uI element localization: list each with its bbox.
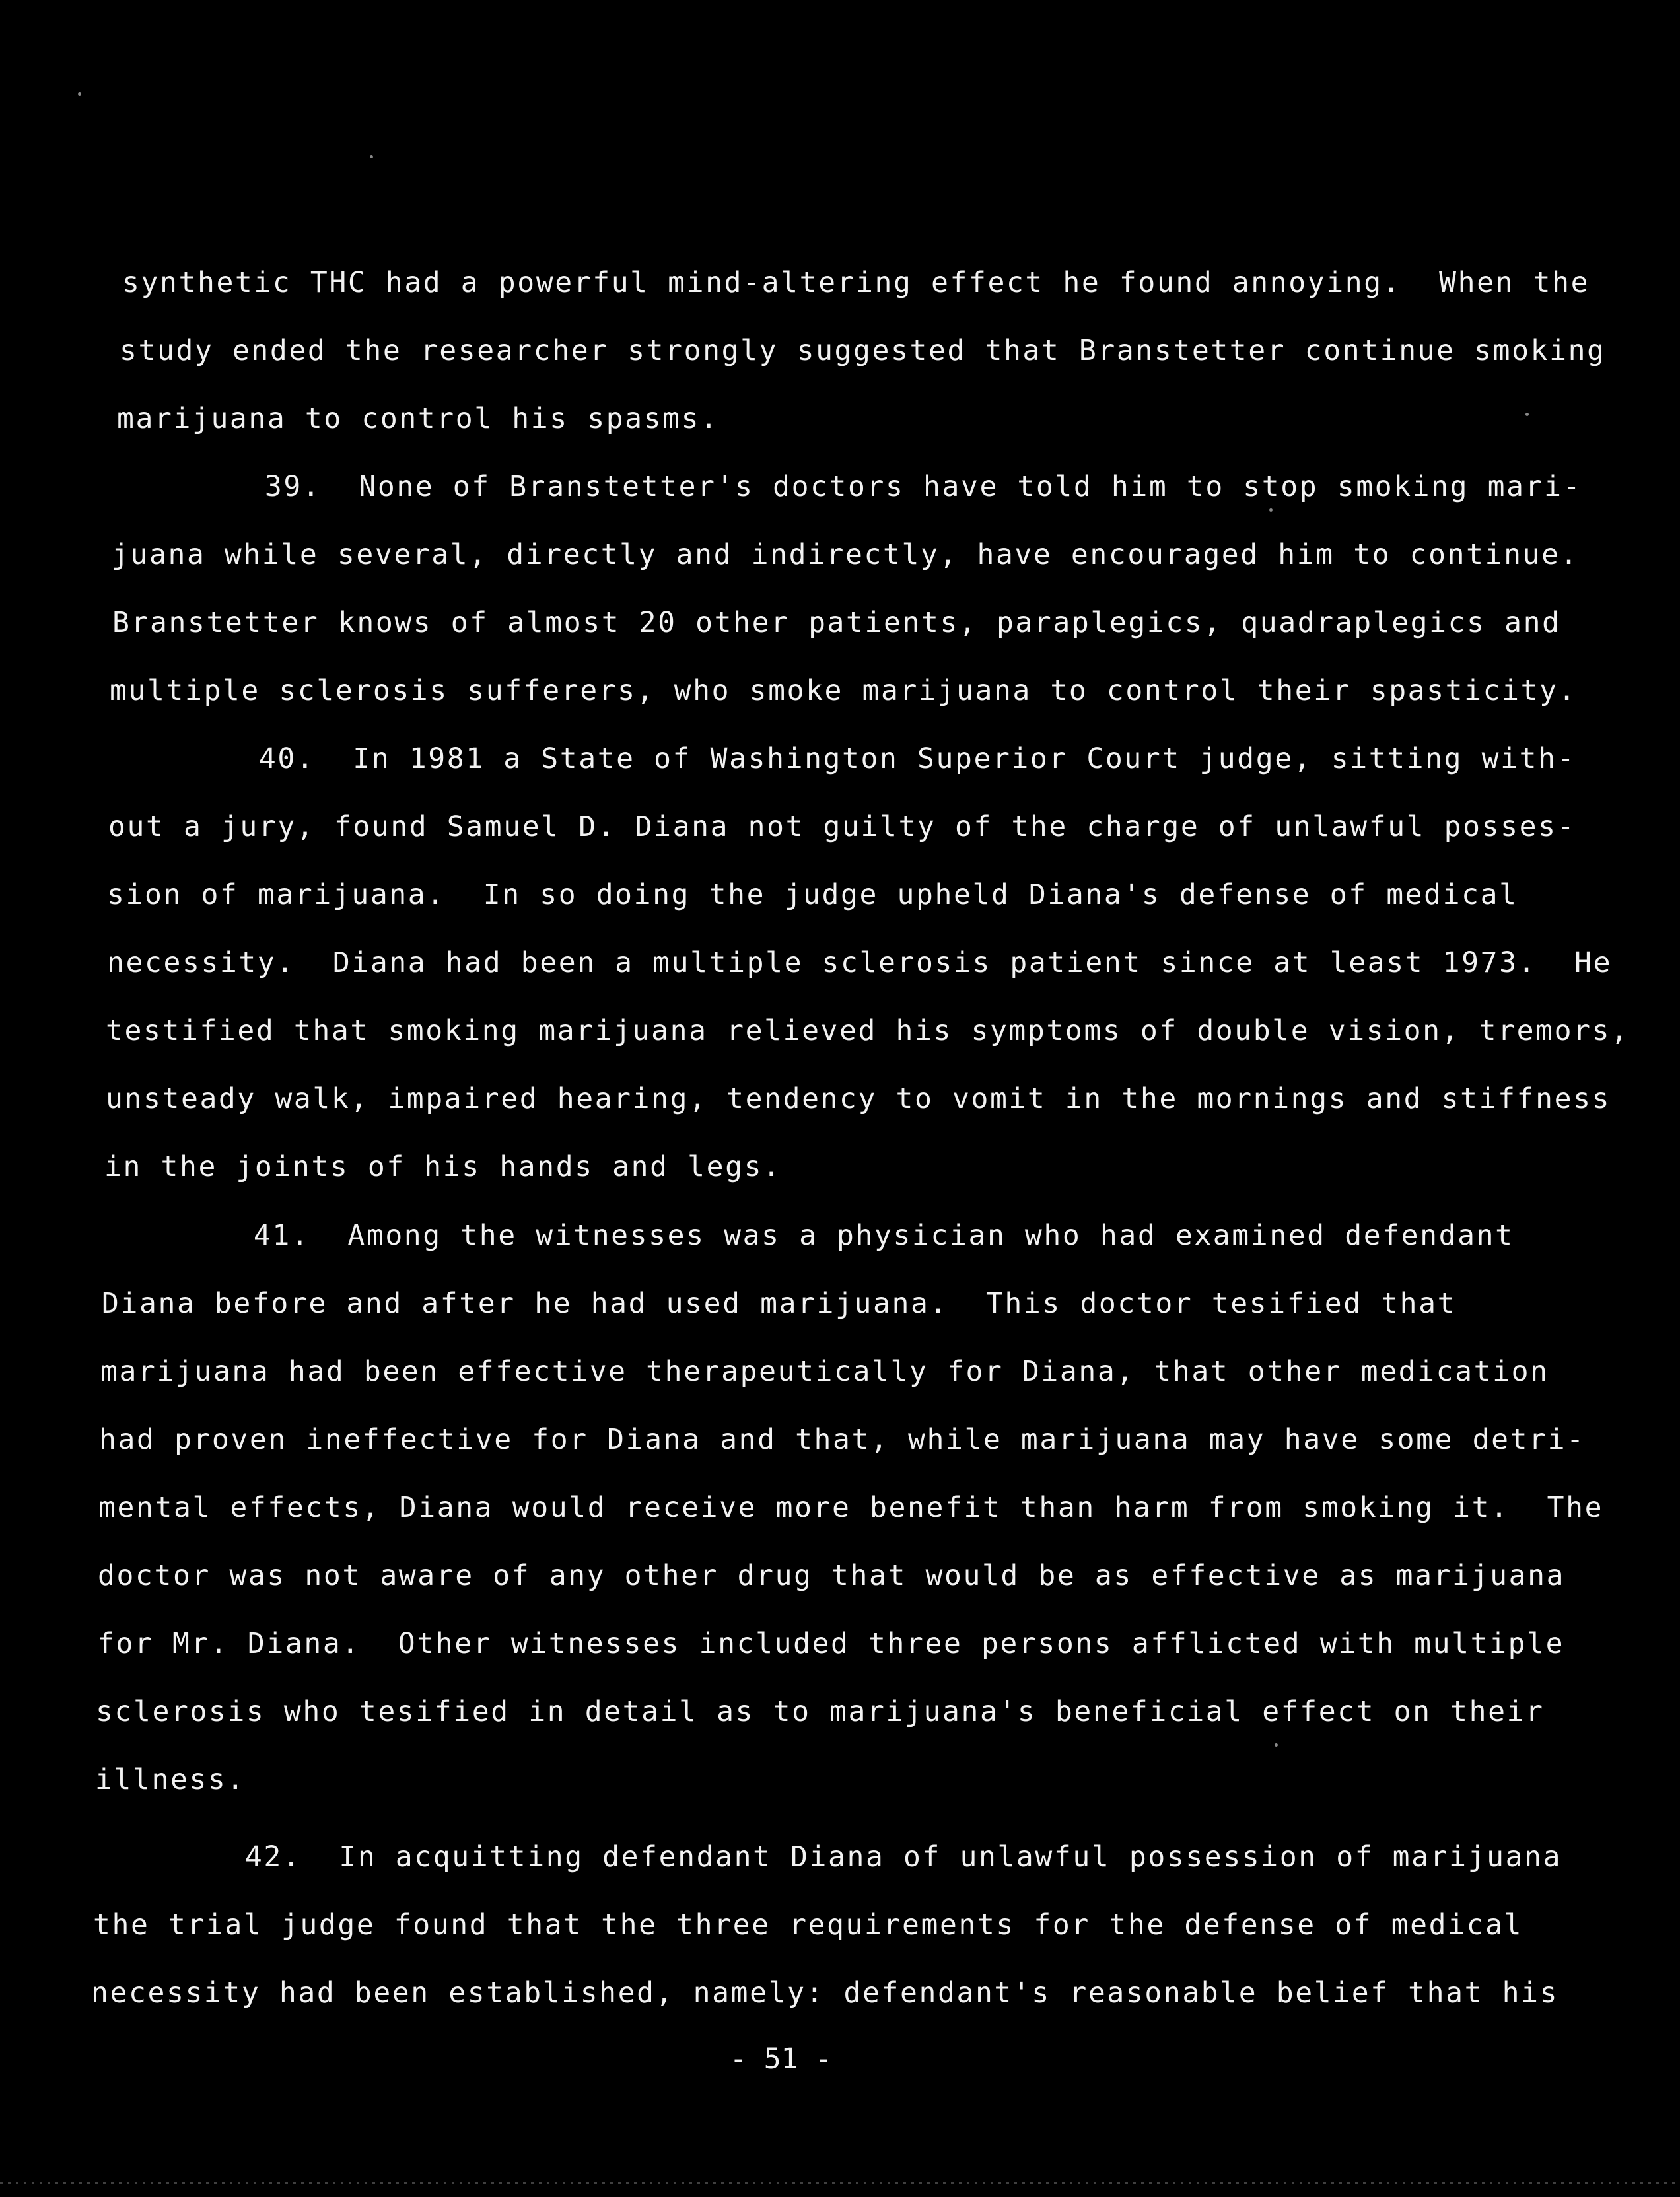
text-line-16: Diana before and after he had used marijuana. This doctor tesified that [102, 1287, 1457, 1320]
text-line-13: unsteady walk, impaired hearing, tendency to vomit in the mornings and stiffness [106, 1082, 1611, 1115]
scan-edge-noise [0, 2182, 1680, 2184]
page-number: - 51 - [730, 2042, 833, 2075]
text-line-22: sclerosis who tesified in detail as to marijuana's beneficial effect on their [96, 1695, 1545, 1728]
text-line-24: 42. In acquitting defendant Diana of unlawful possession of marijuana [94, 1840, 1562, 1873]
scan-speck [1269, 508, 1273, 512]
text-line-25: the trial judge found that the three requirements for the defense of medical [93, 1908, 1523, 1941]
scan-speck [1525, 413, 1529, 416]
text-line-4: 39. None of Branstetter's doctors have told him to stop smoking mari- [114, 470, 1582, 503]
text-line-6: Branstetter knows of almost 20 other patients, paraplegics, quadraplegics and [112, 606, 1561, 639]
text-line-18: had proven ineffective for Diana and that, while marijuana may have some detri- [99, 1423, 1586, 1456]
text-line-1: synthetic THC had a powerful mind-altering effect he found annoying. When the [122, 266, 1590, 299]
text-line-5: juana while several, directly and indirectly, have encouraged him to continue. [112, 538, 1580, 571]
text-line-2: study ended the researcher strongly suggested that Branstetter continue smoking [120, 334, 1606, 367]
text-line-21: for Mr. Diana. Other witnesses included three persons afflicted with multiple [97, 1627, 1565, 1660]
text-line-10: sion of marijuana. In so doing the judge upheld Diana's defense of medical [107, 878, 1518, 911]
scan-speck [1275, 1743, 1278, 1747]
text-line-14: in the joints of his hands and legs. [104, 1150, 782, 1183]
text-line-23: illness. [95, 1763, 246, 1796]
text-line-9: out a jury, found Samuel D. Diana not guilty of the charge of unlawful posses- [108, 810, 1576, 843]
text-line-15: 41. Among the witnesses was a physician who had examined defendant [103, 1219, 1514, 1252]
text-line-26: necessity had been established, namely: defendant's reasonable belief that his [91, 1976, 1559, 2009]
text-line-7: multiple sclerosis sufferers, who smoke marijuana to control their spasticity. [110, 674, 1578, 707]
scan-speck [370, 155, 373, 158]
text-line-19: mental effects, Diana would receive more benefit than harm from smoking it. The [98, 1491, 1604, 1524]
text-line-3: marijuana to control his spasms. [117, 402, 719, 435]
text-line-17: marijuana had been effective therapeutically for Diana, that other medication [100, 1355, 1549, 1388]
text-line-12: testified that smoking marijuana relieved his symptoms of double vision, tremors, [106, 1014, 1630, 1047]
text-line-11: necessity. Diana had been a multiple sclerosis patient since at least 1973. He [107, 946, 1613, 979]
text-line-20: doctor was not aware of any other drug that would be as effective as marijuana [98, 1559, 1566, 1592]
text-line-8: 40. In 1981 a State of Washington Superior Court judge, sitting with- [108, 742, 1576, 775]
scan-speck [78, 92, 81, 96]
